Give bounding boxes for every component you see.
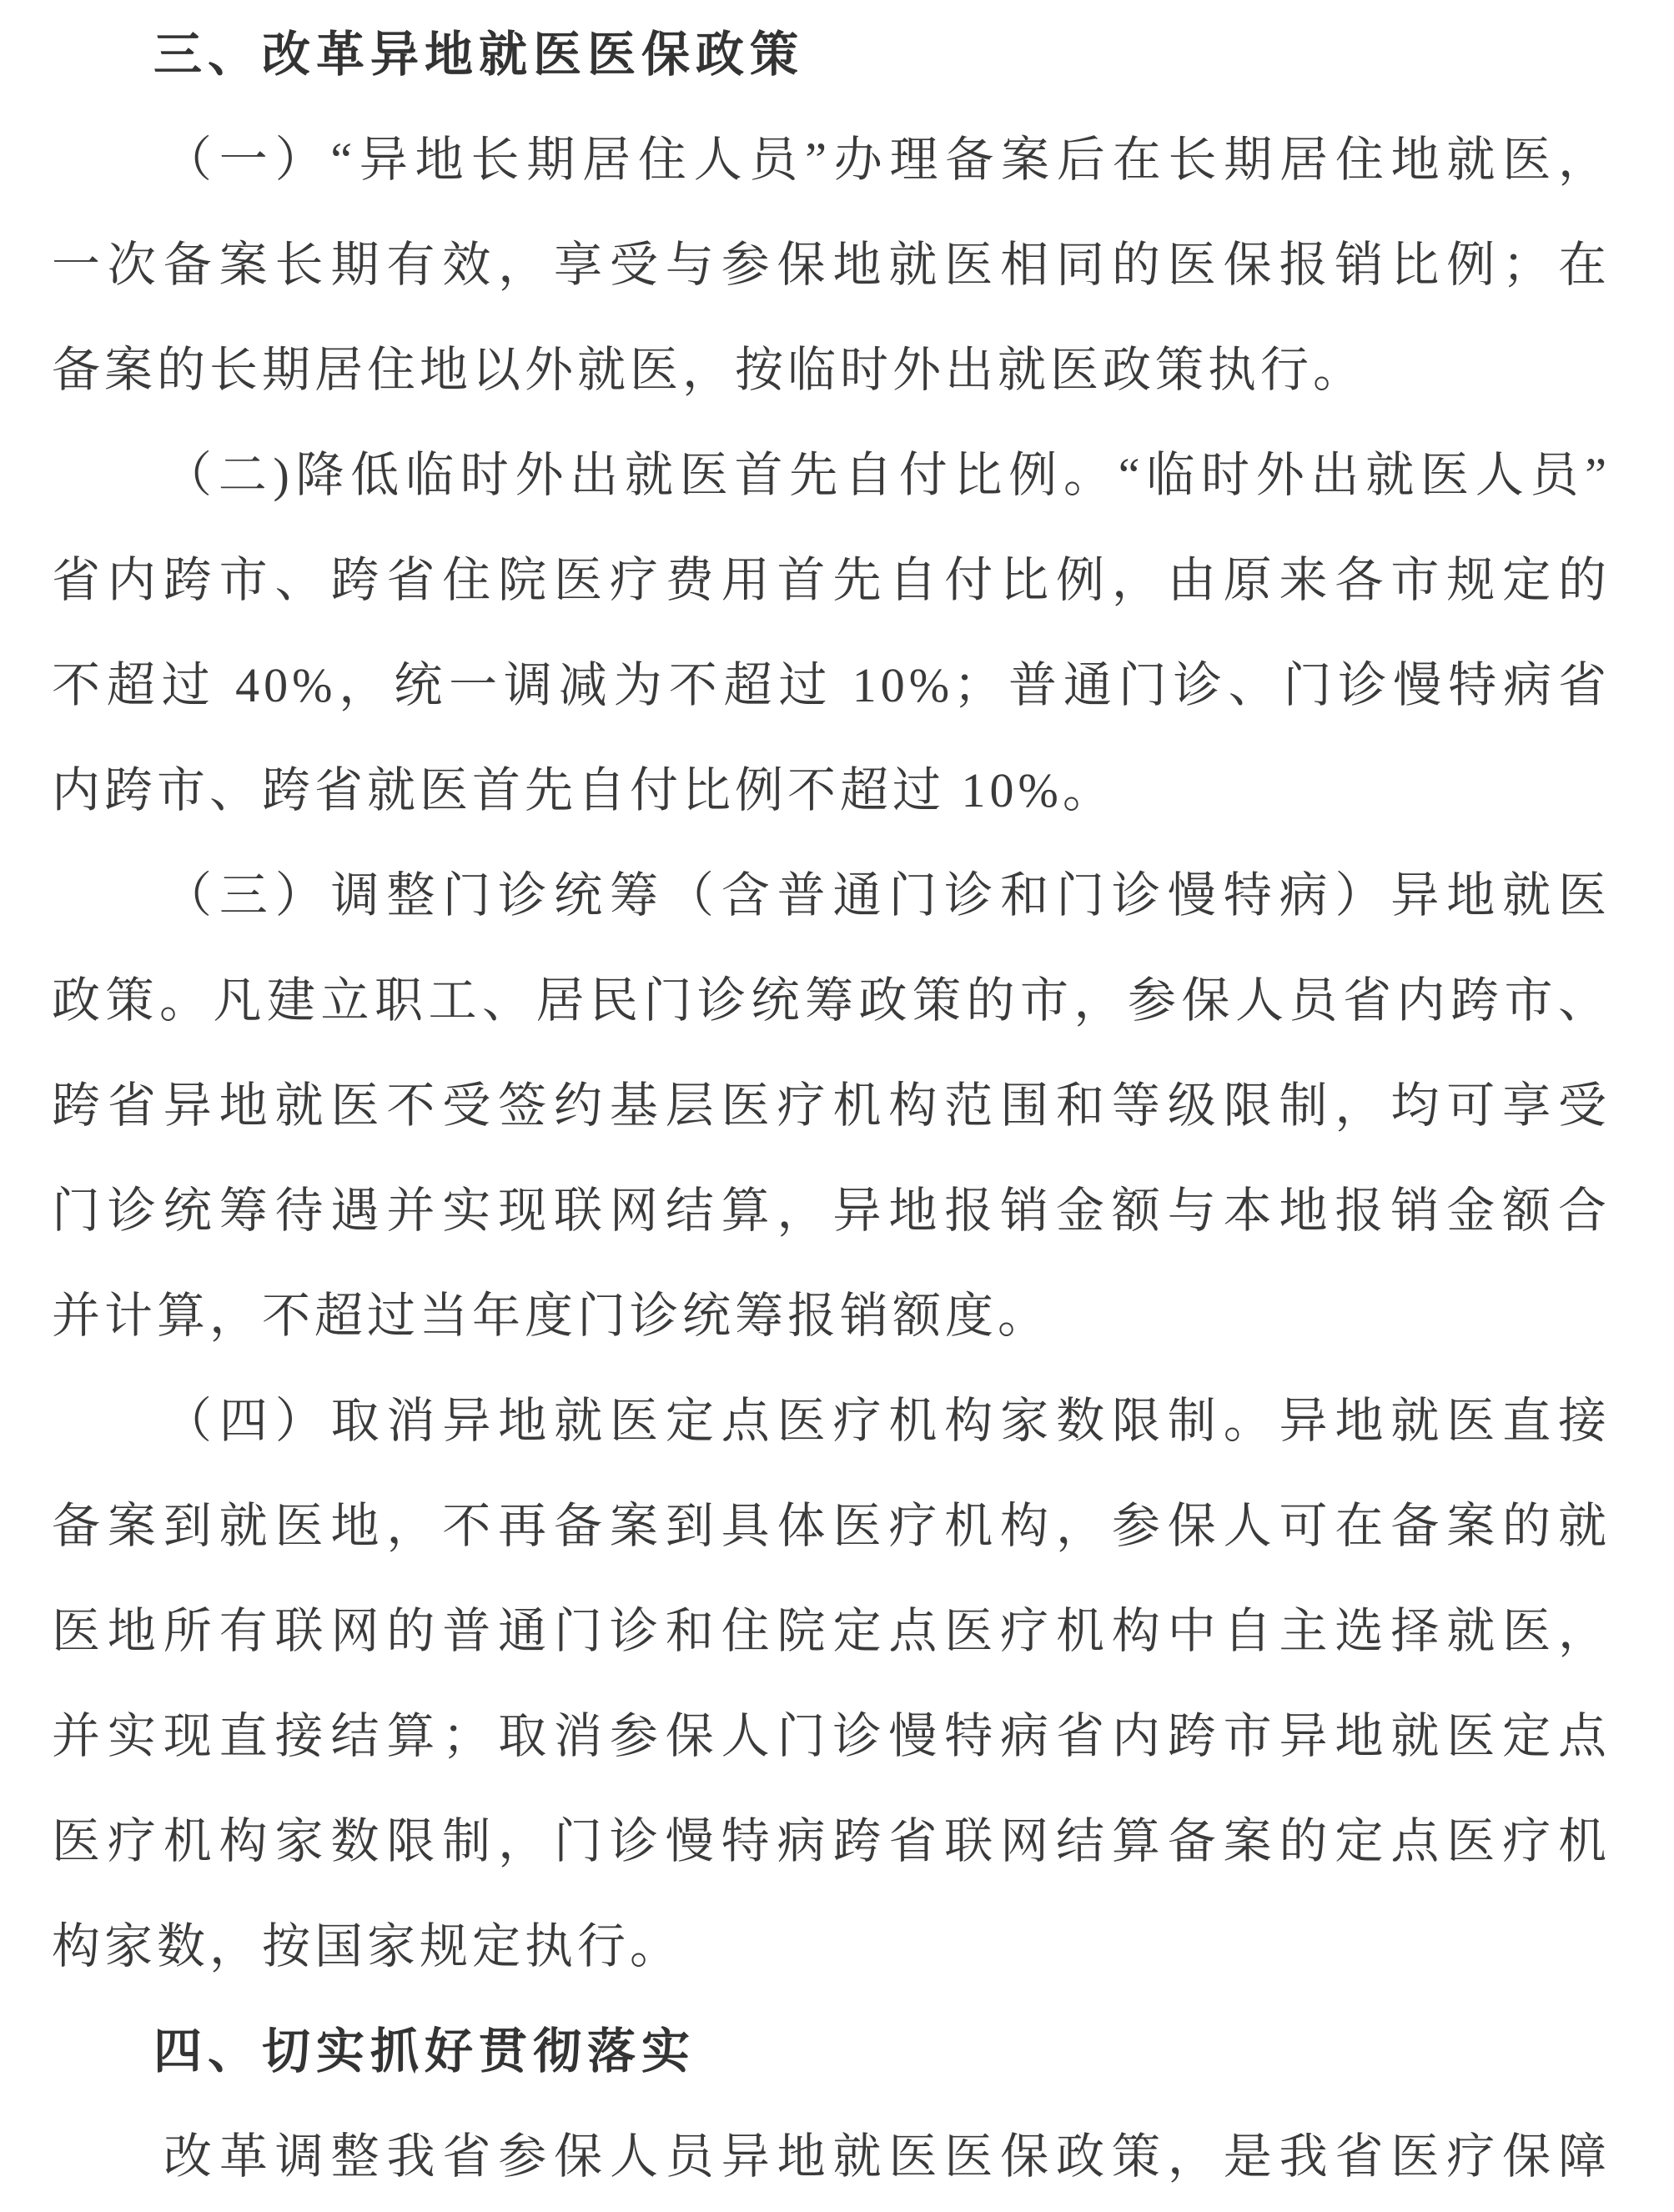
body-text-line: （三）调整门诊统筹（含普通门诊和门诊慢特病）异地就医 xyxy=(163,868,1611,923)
body-text-line: 并实现直接结算；取消参保人门诊慢特病省内跨市异地就医定点 xyxy=(52,1709,1611,1763)
section-heading: 四、切实抓好贯彻落实 xyxy=(153,2024,696,2079)
body-text-line: 医疗机构家数限制，门诊慢特病跨省联网结算备案的定点医疗机 xyxy=(52,1814,1611,1868)
body-text-line: 跨省异地就医不受签约基层医疗机构范围和等级限制，均可享受 xyxy=(52,1078,1611,1133)
body-text-line: 不超过 40%，统一调减为不超过 10%；普通门诊、门诊慢特病省 xyxy=(52,658,1611,712)
body-text-line: （一）“异地长期居住人员”办理备案后在长期居住地就医， xyxy=(163,133,1611,187)
body-text-line: （四）取消异地就医定点医疗机构家数限制。异地就医直接 xyxy=(163,1394,1611,1448)
body-text-line: 内跨市、跨省就医首先自付比例不超过 10%。 xyxy=(52,763,1115,817)
body-text-line: 一次备案长期有效，享受与参保地就医相同的医保报销比例；在 xyxy=(52,238,1611,292)
body-text-line: 门诊统筹待遇并实现联网结算，异地报销金额与本地报销金额合 xyxy=(52,1184,1611,1238)
body-text-line: 改革调整我省参保人员异地就医医保政策，是我省医疗保障 xyxy=(163,2129,1611,2184)
body-text-line: （二)降低临时外出就医首先自付比例。“临时外出就医人员” xyxy=(163,448,1611,502)
body-text-line: 并计算，不超过当年度门诊统筹报销额度。 xyxy=(52,1289,1051,1343)
body-text-line: 政策。凡建立职工、居民门诊统筹政策的市，参保人员省内跨市、 xyxy=(52,973,1611,1028)
body-text-line: 备案的长期居住地以外就医，按临时外出就医政策执行。 xyxy=(52,343,1366,397)
section-heading: 三、改革异地就医医保政策 xyxy=(153,28,805,82)
body-text-line: 医地所有联网的普通门诊和住院定点医疗机构中自主选择就医， xyxy=(52,1604,1611,1658)
body-text-line: 备案到就医地，不再备案到具体医疗机构，参保人可在备案的就 xyxy=(52,1499,1611,1553)
body-text-line: 构家数，按国家规定执行。 xyxy=(52,1919,683,1973)
body-text-line: 省内跨市、跨省住院医疗费用首先自付比例，由原来各市规定的 xyxy=(52,553,1611,607)
